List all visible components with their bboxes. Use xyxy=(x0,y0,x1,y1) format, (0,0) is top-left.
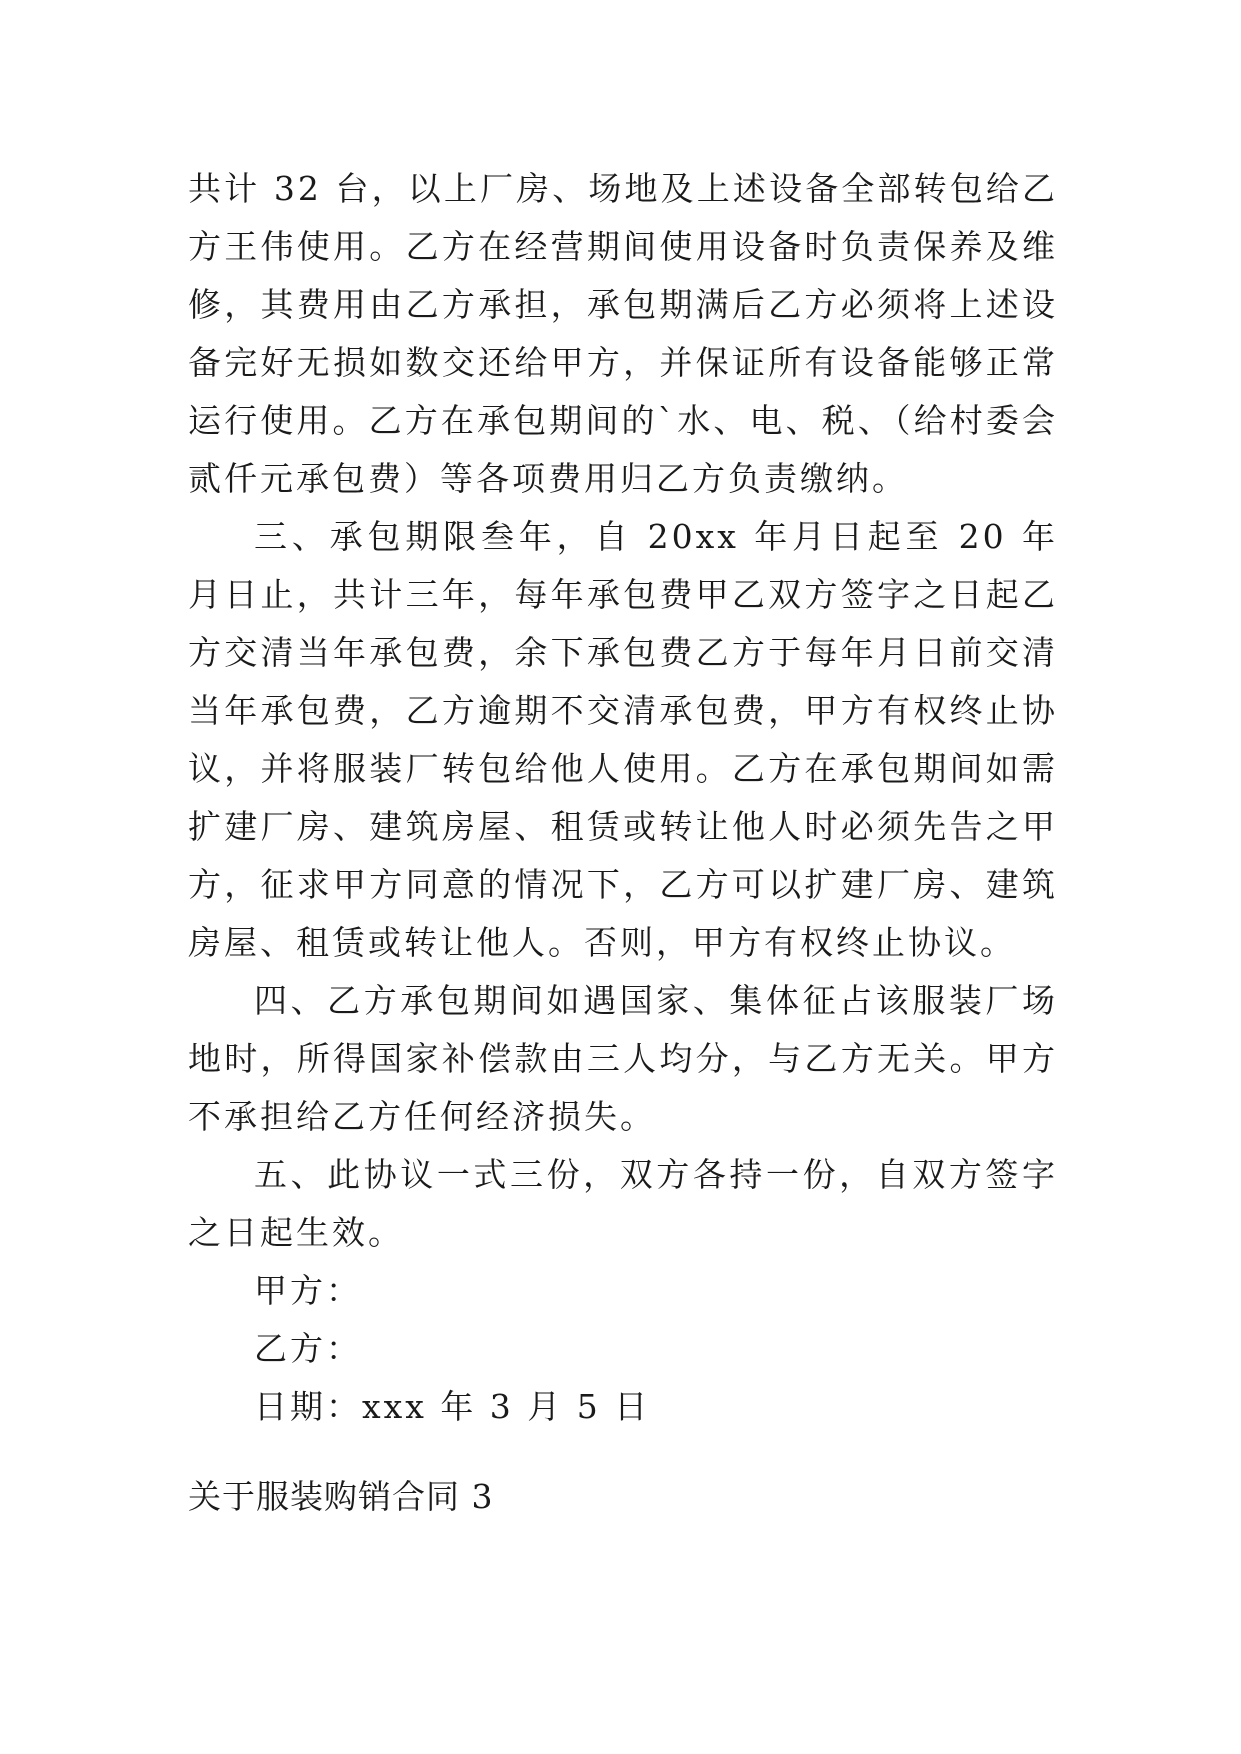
paragraph-equipment-clause: 共计 32 台，以上厂房、场地及上述设备全部转包给乙方王伟使用。乙方在经营期间使用设备时负责保养及维修，其费用由乙方承担，承包期满后乙方必须将上述设备完好无损如数交还给甲方，并保证所有设备能够正常运行使用。乙方在承包期间的`水、电、税、（给村委会贰仟元承包费）等各项费用归乙方负责缴纳。 xyxy=(188,169,1058,498)
signature-date: 日期：xxx 年 3 月 5 日 xyxy=(254,1387,651,1426)
paragraph-clause-3-term: 三、承包期限叁年，自 20xx 年月日起至 20 年月日止，共计三年，每年承包费甲乙双方签字之日起乙方交清当年承包费，余下承包费乙方于每年月日前交清当年承包费，乙方逾期不交清承包费，甲方有权终止协议，并将服装厂转包给他人使用。乙方在承包期间如需扩建厂房、建筑房屋、租赁或转让他人时必须先告之甲方，征求甲方同意的情况下，乙方可以扩建厂房、建筑房屋、租赁或转让他人。否则，甲方有权终止协议。 xyxy=(188,517,1058,962)
contract-body xyxy=(188,160,1058,1436)
paragraph-clause-4-requisition: 四、乙方承包期间如遇国家、集体征占该服装厂场地时，所得国家补偿款由三人均分，与乙方无关。甲方不承担给乙方任何经济损失。 xyxy=(188,981,1058,1136)
signature-party-a: 甲方： xyxy=(254,1271,362,1310)
next-section-heading: 关于服装购销合同 3 xyxy=(188,1477,494,1516)
paragraph-clause-5-copies: 五、此协议一式三份，双方各持一份，自双方签字之日起生效。 xyxy=(188,1155,1058,1252)
signature-party-b: 乙方： xyxy=(254,1329,362,1368)
